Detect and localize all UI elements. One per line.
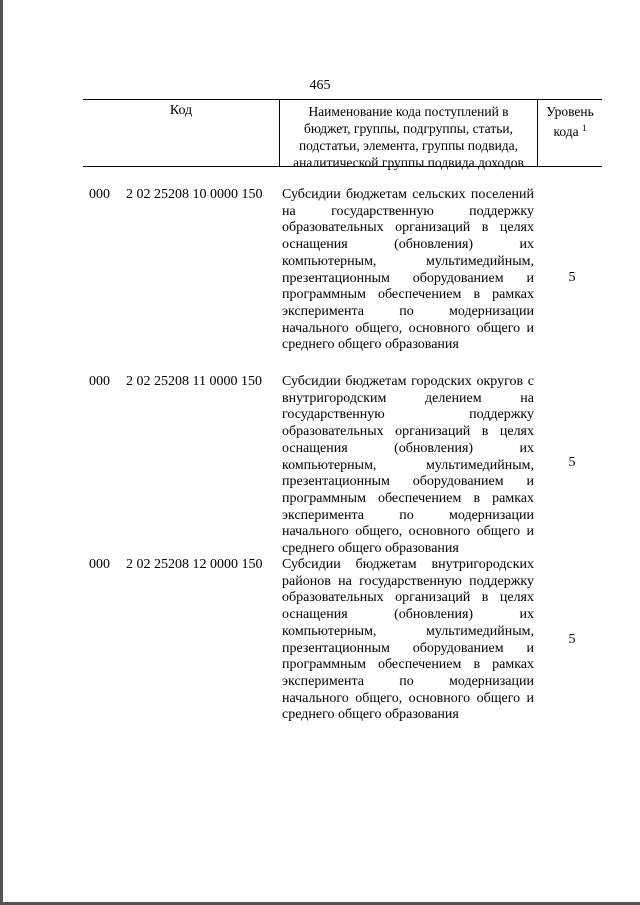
header-level-word: кода — [553, 124, 579, 139]
header-level — [538, 103, 602, 140]
revenue-name: Субсидии бюджетам сельских поселений на государственную поддержку образовательных организаций в целях оснащения (обновления) их компьютерным, мультимедийным, презентационным оборудованием и программным обеспечением в рамках эксперимента по модернизации начального общего, основного общего и среднего общего образования — [282, 187, 534, 353]
revenue-name: Субсидии бюджетам внутригородских районов на государственную поддержку образовательных организаций в целях оснащения (обновления) их компьютерным, мультимедийным, презентационным оборудованием и программным обеспечением в рамках эксперимента по модернизации начального общего, основного общего и среднего общего образования — [282, 557, 534, 723]
header-name-line: Наименование кода поступлений в — [308, 104, 509, 119]
code-level: 5 — [568, 270, 576, 285]
header-name-line: подстатьи, элемента, группы подвида, — [298, 138, 519, 153]
scan-left-edge — [0, 0, 3, 905]
revenue-code: 2 02 25208 12 0000 150 — [126, 557, 263, 572]
header-name-line: бюджет, группы, подгруппы, статьи, — [304, 121, 513, 136]
code-level: 5 — [568, 455, 576, 470]
revenue-code: 2 02 25208 10 0000 150 — [126, 187, 263, 202]
header-name-line: аналитической группы подвида доходов — [293, 155, 524, 170]
header-name — [280, 103, 537, 171]
footnote-marker: 1 — [581, 123, 587, 133]
header-level-line — [538, 120, 602, 140]
table-header — [83, 99, 602, 170]
admin-code: 000 — [89, 187, 110, 202]
admin-code: 000 — [89, 557, 110, 572]
code-level: 5 — [568, 632, 576, 647]
revenue-name: Субсидии бюджетам городских округов с внутригородским делением на государственную поддержку образовательных организаций в целях оснащения (обновления) их компьютерным, мультимедийным, презентационным оборудованием и программным обеспечением в рамках эксперимента по модернизации начального общего, основного общего и среднего общего образования — [282, 374, 534, 557]
revenue-code: 2 02 25208 11 0000 150 — [126, 374, 262, 389]
header-code: Код — [169, 103, 193, 118]
admin-code: 000 — [89, 374, 110, 389]
page-number: 465 — [309, 78, 331, 93]
header-level-line: Уровень — [546, 104, 594, 119]
